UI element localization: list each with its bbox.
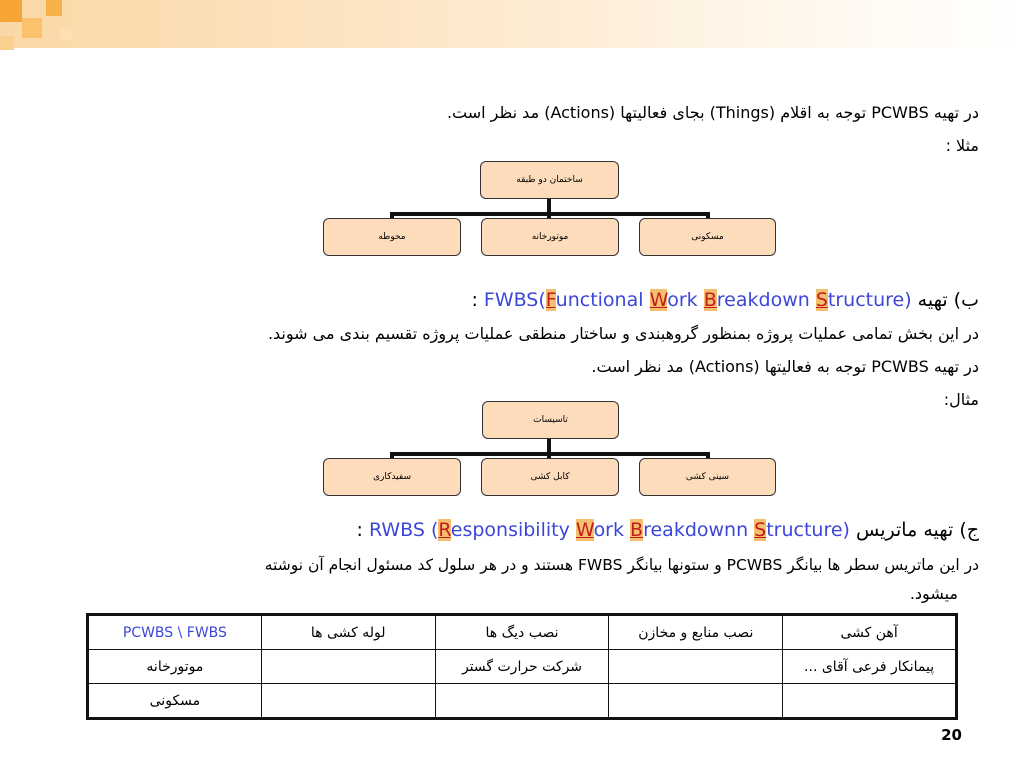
table-cell — [435, 684, 609, 719]
chart2-child-box: سفیدکاری — [323, 458, 461, 496]
chart1-child-box: محوطه — [323, 218, 461, 256]
pcwbs-term: PCWBS — [871, 357, 929, 376]
table-cell: شرکت حرارت گستر — [435, 650, 609, 684]
chart1-child-box: موتورخانه — [481, 218, 619, 256]
chart2-root-box: تاسیسات — [482, 401, 619, 439]
table-cell — [783, 684, 957, 719]
chart2-child-box: کابل کشی — [481, 458, 619, 496]
table-cell: پیمانکار فرعی آقای ... — [783, 650, 957, 684]
table-cell: مسکونی — [88, 684, 262, 719]
table-row — [88, 684, 957, 719]
responsibility-matrix — [86, 613, 958, 720]
table-cell: نصب منابع و مخازن — [609, 615, 783, 650]
table-cell — [261, 650, 435, 684]
section-b-heading: ب) تهیه FWBS(Functional Work Breakdown Structure) : — [471, 289, 979, 311]
page-number: 20 — [941, 726, 962, 744]
section-a-example-label: مثلا : — [945, 136, 979, 155]
chart1-root-box: ساختمان دو طبقه — [480, 161, 619, 199]
header-gradient-bar — [0, 0, 1024, 48]
table-corner-cell: PCWBS \ FWBS — [88, 615, 262, 650]
section-b-note: در تهیه PCWBS توجه به فعالیتها (Actions) مد نظر است. — [591, 357, 979, 376]
pcwbs-term: PCWBS — [871, 103, 929, 122]
table-row — [88, 615, 957, 650]
table-cell: نصب دیگ ها — [435, 615, 609, 650]
chart1-child-box: مسکونی — [639, 218, 776, 256]
table-row — [88, 650, 957, 684]
section-b-description: در این بخش تمامی عملیات پروژه بمنظور گروهبندی و ساختار منطقی عملیات پروژه تقسیم بندی می شوند. — [267, 324, 979, 343]
section-c-description-line2: میشود. — [909, 584, 958, 603]
decor-square-4 — [46, 0, 62, 16]
table-cell — [609, 684, 783, 719]
table-cell — [609, 650, 783, 684]
chart2-child-box: سینی کشی — [639, 458, 776, 496]
section-c-description-line1: در این ماتریس سطر ها بیانگر PCWBS و ستونها بیانگر FWBS هستند و در هر سلول کد مسئول انجام آن نوشته — [264, 556, 979, 574]
table-cell: آهن کشی — [783, 615, 957, 650]
decor-square-3 — [0, 36, 14, 50]
section-b-example-label: مثال: — [943, 390, 979, 409]
decor-square-2 — [22, 18, 42, 38]
section-c-heading: ج) تهیه ماتریس RWBS (Responsibility Work Breakdownn Structure) : — [356, 519, 979, 541]
table-cell: موتورخانه — [88, 650, 262, 684]
table-cell — [261, 684, 435, 719]
table-cell: لوله کشی ها — [261, 615, 435, 650]
decor-square-1 — [0, 0, 22, 22]
decor-square-5 — [60, 28, 72, 40]
section-a-text: در تهیه PCWBS توجه به اقلام (Things) بجای فعالیتها (Actions) مد نظر است. — [446, 103, 979, 122]
